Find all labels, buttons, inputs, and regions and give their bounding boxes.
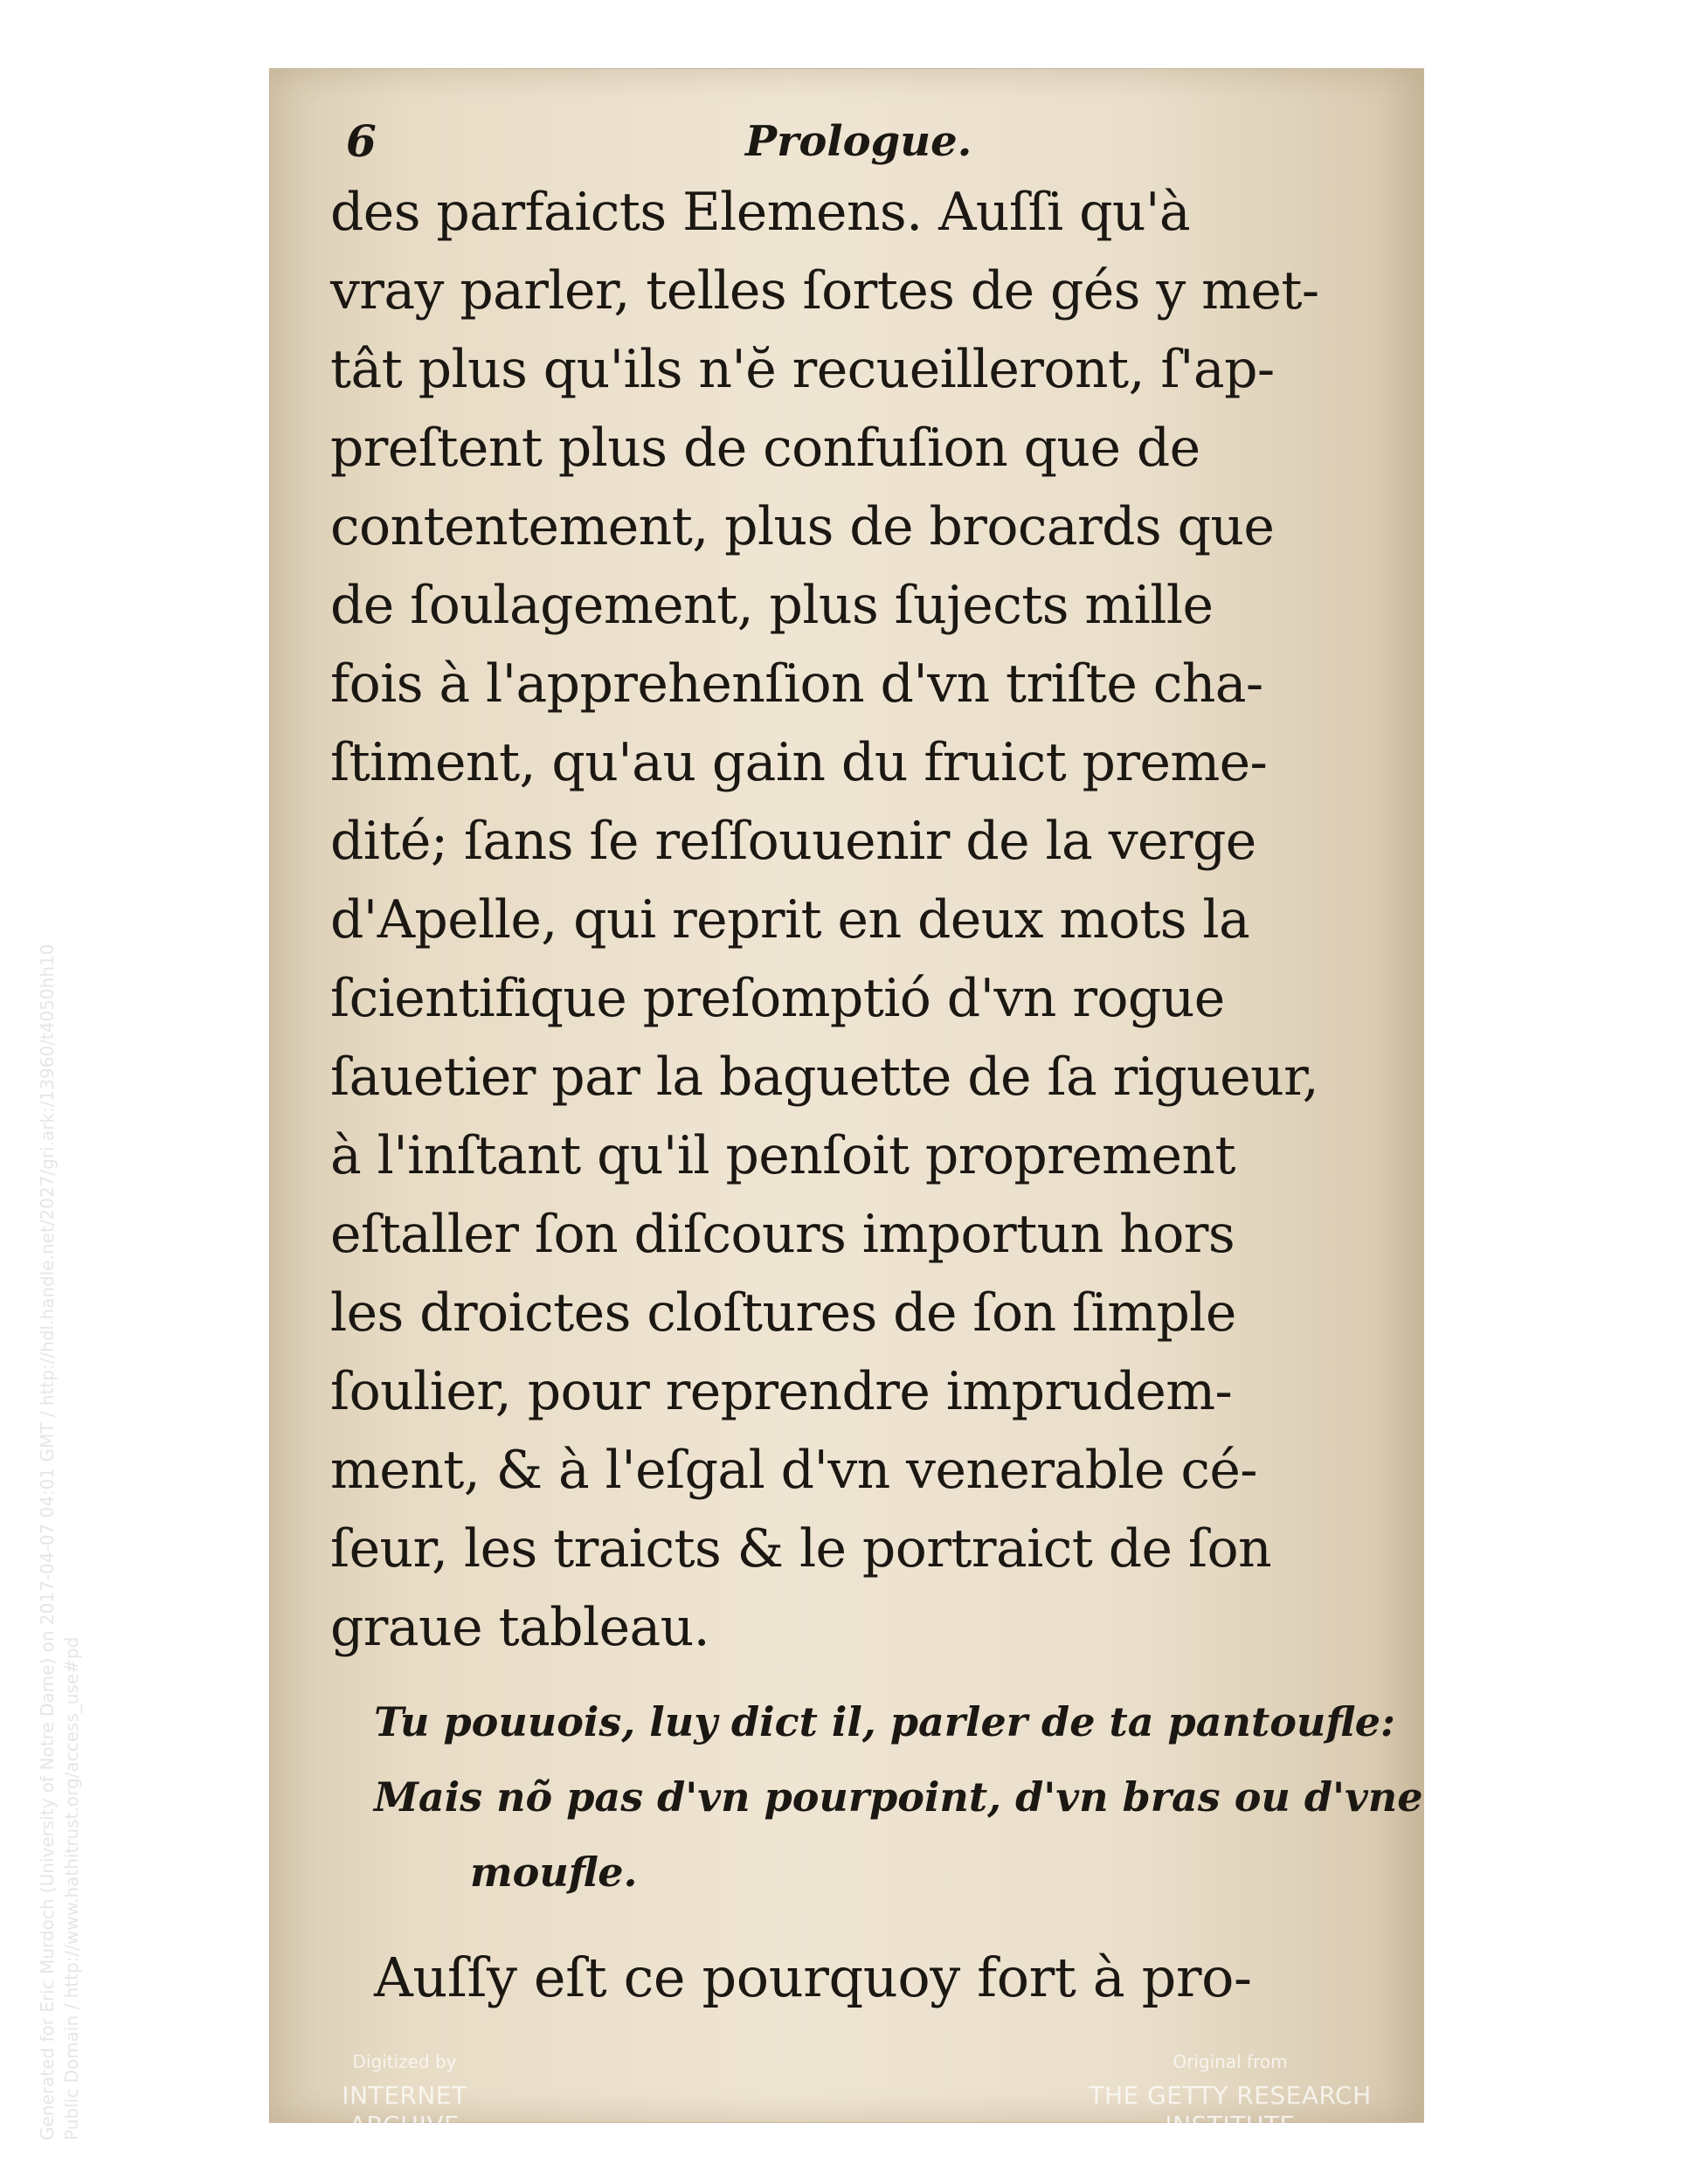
verse-quotation	[374, 1684, 1423, 1910]
scanned-book-page	[269, 68, 1424, 2139]
text-line: contentement, plus de brocards que	[330, 496, 1275, 557]
prologue-text-block	[330, 173, 1344, 1667]
text-line: ſcientifique preſomptió d'vn rogue	[330, 968, 1225, 1029]
text-line: ſtiment, qu'au gain du fruict preme-	[330, 732, 1268, 793]
digitized-by-label: Digitized by	[352, 2051, 457, 2072]
original-from-label: Original from	[1173, 2051, 1288, 2072]
text-line: tât plus qu'ils n'ĕ recueilleront, ſ'ap-	[330, 339, 1275, 400]
vertical-access-watermark	[35, 944, 84, 2140]
public-domain-line: Public Domain / http://www.hathitrust.org/access_use#pd	[61, 1636, 82, 2140]
text-line: d'Apelle, qui reprit en deux mots la	[330, 889, 1250, 950]
text-line: ſauetier par la baguette de ſa rigueur,	[330, 1047, 1319, 1108]
text-line: graue tableau.	[330, 1597, 710, 1658]
text-line: vray parler, telles ſortes de gés y met-	[330, 260, 1319, 321]
digitized-by-credit	[287, 2051, 522, 2139]
text-line: ſoulier, pour reprendre imprudem-	[330, 1361, 1233, 1422]
verse-line: Mais nõ pas d'vn pourpoint, d'vn bras ou d'vne	[374, 1773, 1423, 1821]
text-line: ment, & à l'eſgal d'vn venerable cé-	[330, 1440, 1257, 1501]
text-line: dité; ſans ſe reſſouuenir de la verge	[330, 811, 1256, 872]
verse-line: moufle.	[470, 1849, 638, 1896]
text-line: de ſoulagement, plus ſujects mille	[330, 575, 1214, 636]
verse-line: Tu pouuois, luy dict il, parler de ta pantoufle:	[374, 1698, 1396, 1745]
text-line: les droictes cloſtures de ſon ſimple	[330, 1282, 1236, 1344]
final-text-line: Auſſy eſt ce pourquoy fort à pro-	[374, 1946, 1252, 2009]
page-number: 6	[346, 115, 377, 167]
internet-archive-label: INTERNET ARCHIVE	[342, 2081, 467, 2139]
getty-research-institute-label: THE GETTY RESEARCH INSTITUTE	[1089, 2081, 1372, 2139]
generated-for-line: Generated for Eric Murdoch (University of Notre Dame) on 2017-04-07 04:01 GMT / http://hdl.handle.net/2027/gri.ark:/13960/t4050hh10	[37, 943, 58, 2140]
text-line: à l'inſtant qu'il penſoit proprement	[330, 1125, 1235, 1186]
running-head: Prologue.	[745, 117, 972, 166]
text-line: des parfaicts Elemens. Auſſi qu'à	[330, 182, 1191, 243]
text-line: fois à l'apprehenſion d'vn triſte cha-	[330, 653, 1263, 715]
text-line: preſtent plus de confuſion que de	[330, 418, 1200, 479]
text-line: eſtaller ſon diſcours importun hors	[330, 1204, 1235, 1265]
text-line: ſeur, les traicts & le portraict de ſon	[330, 1518, 1272, 1579]
original-from-credit	[1038, 2051, 1422, 2139]
